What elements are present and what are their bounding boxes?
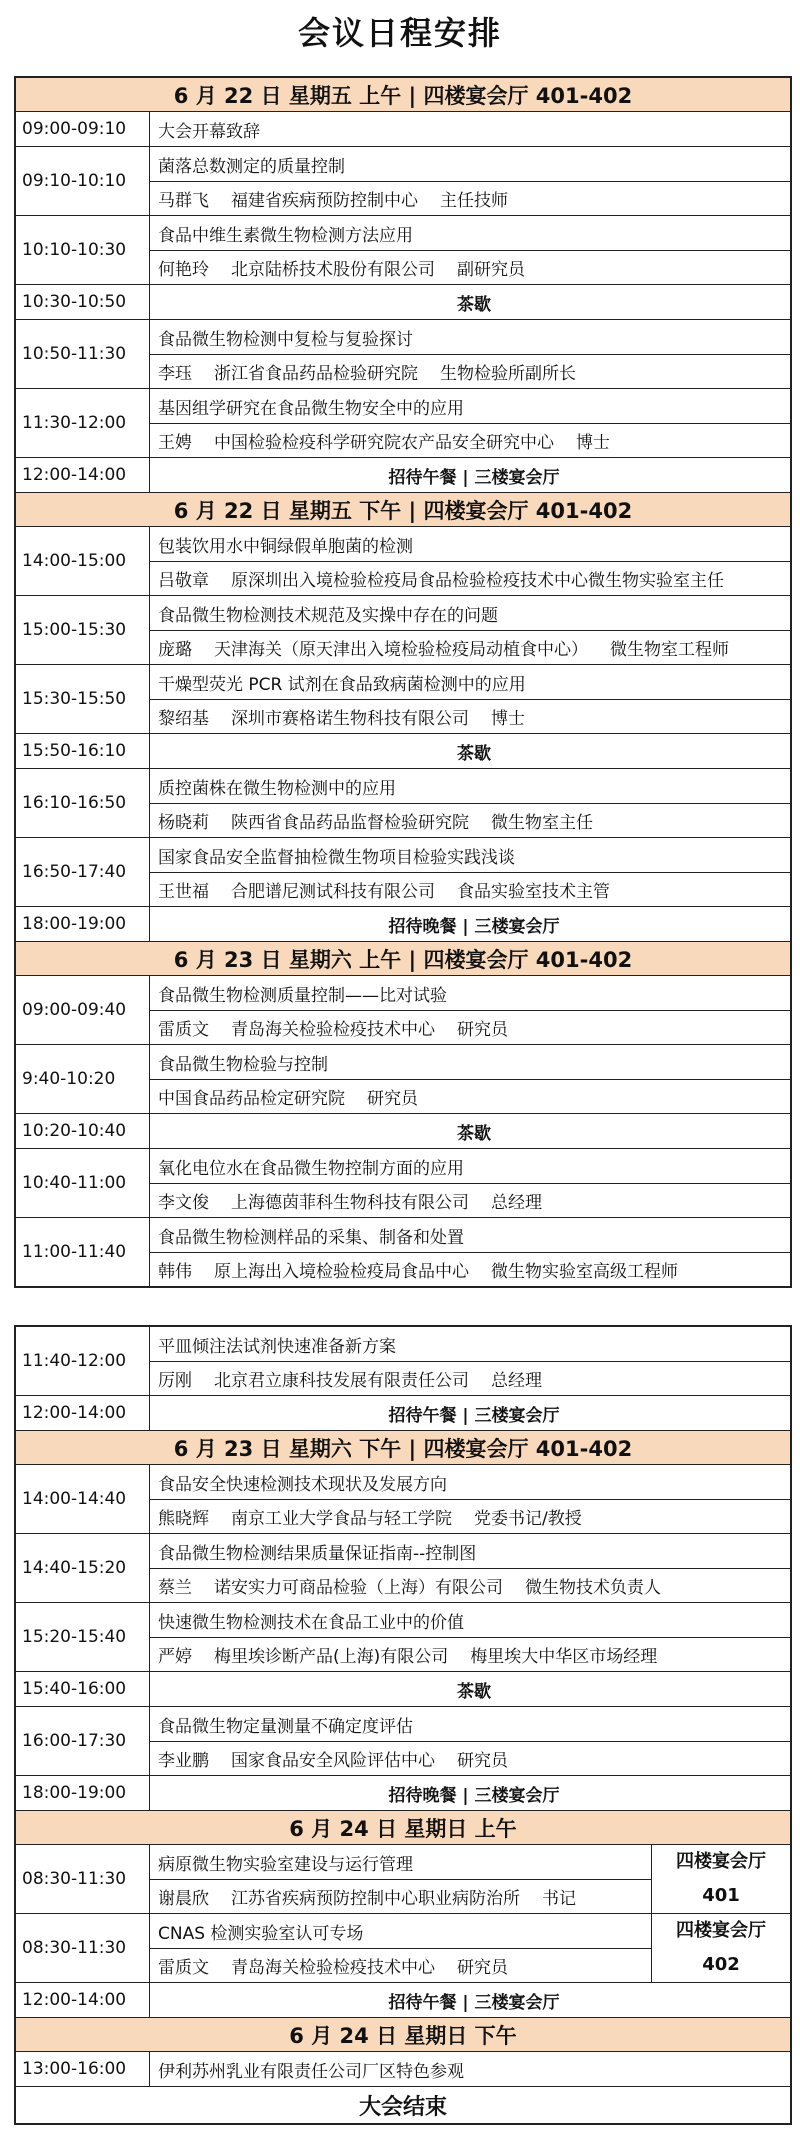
session-content — [150, 769, 790, 837]
speaker-name: 杨晓莉 — [158, 813, 209, 833]
text: 食品微生物定量测量不确定度评估 — [158, 1716, 413, 1737]
venue-line: 401 — [702, 1885, 740, 1906]
speaker-name: 严婷 — [158, 1647, 192, 1667]
session-content — [150, 734, 790, 768]
talk-title — [150, 112, 790, 146]
speaker-info — [150, 1010, 790, 1044]
schedule-row — [16, 665, 790, 734]
session-content — [150, 112, 790, 146]
speaker-name: 韩伟 — [158, 1262, 192, 1282]
talk-title — [150, 1149, 790, 1183]
session-header: 6 月 24 日 星期日 上午 — [16, 1811, 790, 1845]
session-content — [150, 320, 790, 388]
time-slot: 10:20-10:40 — [16, 1114, 150, 1148]
break-label: 招待晚餐 | 三楼宴会厅 — [388, 916, 560, 937]
talk-title — [150, 1218, 790, 1252]
schedule-row — [16, 320, 790, 389]
text: 氧化电位水在食品微生物控制方面的应用 — [158, 1158, 464, 1179]
time-slot: 16:50-17:40 — [16, 838, 150, 906]
break-label: 茶歇 — [457, 743, 491, 764]
talk-title — [150, 1707, 790, 1741]
time-slot: 14:00-15:00 — [16, 527, 150, 595]
session-content — [150, 1672, 790, 1706]
time-slot: 12:00-14:00 — [16, 1396, 150, 1430]
schedule-row — [16, 1672, 790, 1707]
session-content — [150, 389, 790, 457]
time-slot: 10:30-10:50 — [16, 285, 150, 319]
schedule-row — [16, 285, 790, 320]
schedule-row — [16, 838, 790, 907]
time-slot: 08:30-11:30 — [16, 1845, 150, 1913]
speaker-name: 厉刚 — [158, 1371, 192, 1391]
schedule-row — [16, 1534, 790, 1603]
text: 主任技师 — [440, 191, 508, 211]
time-slot: 10:40-11:00 — [16, 1149, 150, 1217]
time-slot: 10:50-11:30 — [16, 320, 150, 388]
talk-title — [150, 838, 790, 872]
speaker-info — [150, 1637, 790, 1671]
schedule-row — [16, 1396, 790, 1431]
time-slot: 09:10-10:10 — [16, 147, 150, 215]
text: 党委书记/教授 — [474, 1509, 582, 1529]
break-label: 茶歇 — [457, 1123, 491, 1144]
text: 国家食品安全风险评估中心 — [231, 1751, 435, 1771]
speaker-info — [150, 1079, 790, 1113]
speaker-name: 中国食品药品检定研究院 — [158, 1089, 345, 1109]
schedule-row — [16, 769, 790, 838]
text: 原深圳出入境检验检疫局食品检验检疫技术中心微生物实验室主任 — [231, 571, 724, 591]
text: 病原微生物实验室建设与运行管理 — [158, 1854, 413, 1875]
text: 食品中维生素微生物检测方法应用 — [158, 225, 413, 246]
schedule-row — [16, 1845, 790, 1914]
time-slot: 15:00-15:30 — [16, 596, 150, 664]
talk-title — [150, 1327, 790, 1361]
text: 天津海关（原天津出入境检验检疫局动植食中心） — [214, 640, 588, 660]
schedule-row — [16, 1114, 790, 1149]
schedule-row — [16, 112, 790, 147]
text: 食品微生物检测质量控制——比对试验 — [158, 985, 447, 1006]
session-header: 6 月 24 日 星期日 下午 — [16, 2018, 790, 2052]
text: 研究员 — [457, 1958, 508, 1978]
text: 研究员 — [367, 1089, 418, 1109]
text: 微生物室工程师 — [610, 640, 729, 660]
session-content — [150, 1845, 651, 1913]
time-slot: 08:30-11:30 — [16, 1914, 150, 1982]
talk-title — [150, 389, 790, 423]
text: 食品实验室技术主管 — [457, 882, 610, 902]
talk-title — [150, 769, 790, 803]
break-label: 招待午餐 | 三楼宴会厅 — [388, 467, 560, 488]
text: 诺安实力可商品检验（上海）有限公司 — [214, 1578, 503, 1598]
talk-title — [150, 2052, 790, 2086]
time-slot: 12:00-14:00 — [16, 458, 150, 492]
schedule-row — [16, 976, 790, 1045]
text: 北京君立康科技发展有限责任公司 — [214, 1371, 469, 1391]
talk-title — [150, 1845, 651, 1879]
text: 总经理 — [491, 1371, 542, 1391]
session-content — [150, 1707, 790, 1775]
session-content — [150, 596, 790, 664]
speaker-name: 吕敬章 — [158, 571, 209, 591]
text: 陕西省食品药品监督检验研究院 — [231, 813, 469, 833]
talk-title — [150, 1914, 651, 1948]
text: 国家食品安全监督抽检微生物项目检验实践浅谈 — [158, 847, 515, 868]
text: 中国检验检疫科学研究院农产品安全研究中心 — [214, 433, 554, 453]
text: 干燥型荧光 PCR 试剂在食品致病菌检测中的应用 — [158, 674, 526, 695]
time-slot: 11:40-12:00 — [16, 1327, 150, 1395]
talk-title — [150, 1045, 790, 1079]
text: 浙江省食品药品检验研究院 — [214, 364, 418, 384]
schedule-row — [16, 1218, 790, 1286]
schedule-row — [16, 1465, 790, 1534]
text: 食品安全快速检测技术现状及发展方向 — [158, 1474, 447, 1495]
schedule-row — [16, 1776, 790, 1811]
speaker-name: 王娉 — [158, 433, 192, 453]
session-header: 6 月 22 日 星期五 下午 | 四楼宴会厅 401-402 — [16, 493, 790, 527]
session-content — [150, 458, 790, 492]
session-content — [150, 1983, 790, 2017]
talk-title — [150, 596, 790, 630]
closing-label: 大会结束 — [358, 2094, 447, 2120]
schedule-row — [16, 907, 790, 942]
session-content — [150, 976, 790, 1044]
time-slot: 16:10-16:50 — [16, 769, 150, 837]
speaker-info — [150, 803, 790, 837]
text: 快速微生物检测技术在食品工业中的价值 — [158, 1612, 464, 1633]
speaker-name: 李文俊 — [158, 1193, 209, 1213]
schedule-row — [16, 1045, 790, 1114]
speaker-info — [150, 872, 790, 906]
speaker-name: 蔡兰 — [158, 1578, 192, 1598]
talk-title — [150, 216, 790, 250]
speaker-name: 黎绍基 — [158, 709, 209, 729]
schedule-row — [16, 1914, 790, 1983]
speaker-info — [150, 354, 790, 388]
session-content — [150, 1914, 651, 1982]
session-content — [150, 1045, 790, 1113]
time-slot: 09:00-09:10 — [16, 112, 150, 146]
text: 北京陆桥技术股份有限公司 — [231, 260, 435, 280]
text: 基因组学研究在食品微生物安全中的应用 — [158, 398, 464, 419]
time-slot: 14:40-15:20 — [16, 1534, 150, 1602]
speaker-info — [150, 1879, 651, 1913]
speaker-name: 李珏 — [158, 364, 192, 384]
speaker-info — [150, 250, 790, 284]
text: 菌落总数测定的质量控制 — [158, 156, 345, 177]
text: 梅里埃大中华区市场经理 — [470, 1647, 658, 1667]
speaker-info — [150, 699, 790, 733]
text: 大会开幕致辞 — [158, 121, 260, 142]
speaker-name: 雷质文 — [158, 1958, 209, 1978]
session-content — [150, 1327, 790, 1395]
schedule-row — [16, 734, 790, 769]
break-label: 招待晚餐 | 三楼宴会厅 — [388, 1785, 560, 1806]
text: 副研究员 — [457, 260, 525, 280]
time-slot: 10:10-10:30 — [16, 216, 150, 284]
text: 微生物室主任 — [491, 813, 593, 833]
text: 南京工业大学食品与轻工学院 — [231, 1509, 452, 1529]
text: 研究员 — [457, 1020, 508, 1040]
text: 青岛海关检验检疫技术中心 — [231, 1958, 435, 1978]
talk-title — [150, 527, 790, 561]
session-content — [150, 285, 790, 319]
session-content — [150, 665, 790, 733]
talk-title — [150, 1465, 790, 1499]
break-label: 茶歇 — [457, 294, 491, 315]
text: 合肥谱尼测试科技有限公司 — [231, 882, 435, 902]
time-slot: 18:00-19:00 — [16, 907, 150, 941]
time-slot: 9:40-10:20 — [16, 1045, 150, 1113]
session-content — [150, 2052, 790, 2086]
session-content — [150, 147, 790, 215]
schedule-row — [16, 1327, 790, 1396]
schedule-row — [16, 2052, 790, 2087]
session-content — [150, 1114, 790, 1148]
text: 书记 — [542, 1889, 576, 1909]
text: 研究员 — [457, 1751, 508, 1771]
schedule-block-part1 — [14, 76, 792, 1288]
speaker-info — [150, 1568, 790, 1602]
speaker-name: 王世福 — [158, 882, 209, 902]
schedule-row — [16, 1603, 790, 1672]
schedule-row — [16, 1707, 790, 1776]
time-slot: 12:00-14:00 — [16, 1983, 150, 2017]
schedule-row — [16, 1149, 790, 1218]
break-label: 招待午餐 | 三楼宴会厅 — [388, 1992, 560, 2013]
venue-line: 四楼宴会厅 — [676, 1851, 766, 1872]
talk-title — [150, 147, 790, 181]
speaker-name: 李业鹏 — [158, 1751, 209, 1771]
speaker-info — [150, 1361, 790, 1395]
session-header: 6 月 23 日 星期六 下午 | 四楼宴会厅 401-402 — [16, 1431, 790, 1465]
time-slot: 11:30-12:00 — [16, 389, 150, 457]
talk-title — [150, 976, 790, 1010]
session-content — [150, 1465, 790, 1533]
text: 食品微生物检验与控制 — [158, 1054, 328, 1075]
session-header: 6 月 23 日 星期六 上午 | 四楼宴会厅 401-402 — [16, 942, 790, 976]
session-content — [150, 1776, 790, 1810]
speaker-info — [150, 561, 790, 595]
speaker-name: 马群飞 — [158, 191, 209, 211]
text: 原上海出入境检验检疫局食品中心 — [214, 1262, 469, 1282]
venue-line: 四楼宴会厅 — [676, 1920, 766, 1941]
speaker-info — [150, 1741, 790, 1775]
text: 食品微生物检测中复检与复验探讨 — [158, 329, 413, 350]
session-content — [150, 1218, 790, 1286]
text: 伊利苏州乳业有限责任公司厂区特色参观 — [158, 2061, 464, 2082]
session-content — [150, 838, 790, 906]
text: 总经理 — [491, 1193, 542, 1213]
speaker-name: 谢晨欣 — [158, 1889, 209, 1909]
text: 食品微生物检测技术规范及实操中存在的问题 — [158, 605, 498, 626]
text: 微生物实验室高级工程师 — [491, 1262, 678, 1282]
break-label: 茶歇 — [457, 1681, 491, 1702]
text: 福建省疾病预防控制中心 — [231, 191, 418, 211]
session-content — [150, 527, 790, 595]
speaker-info — [150, 1252, 790, 1286]
speaker-info — [150, 181, 790, 215]
schedule-block-part2 — [14, 1325, 792, 2125]
schedule-row — [16, 216, 790, 285]
speaker-name: 熊晓辉 — [158, 1509, 209, 1529]
speaker-info — [150, 423, 790, 457]
time-slot: 15:30-15:50 — [16, 665, 150, 733]
talk-title — [150, 320, 790, 354]
time-slot: 14:00-14:40 — [16, 1465, 150, 1533]
time-slot: 09:00-09:40 — [16, 976, 150, 1044]
schedule-row — [16, 1983, 790, 2018]
schedule-row — [16, 147, 790, 216]
text: 江苏省疾病预防控制中心职业病防治所 — [231, 1889, 520, 1909]
speaker-info — [150, 1499, 790, 1533]
speaker-info — [150, 630, 790, 664]
session-content — [150, 1603, 790, 1671]
session-content — [150, 1149, 790, 1217]
speaker-name: 庞璐 — [158, 640, 192, 660]
talk-title — [150, 1603, 790, 1637]
schedule-row — [16, 389, 790, 458]
text: 微生物技术负责人 — [525, 1578, 661, 1598]
text: 食品微生物检测结果质量保证指南--控制图 — [158, 1543, 477, 1564]
speaker-name: 雷质文 — [158, 1020, 209, 1040]
time-slot: 11:00-11:40 — [16, 1218, 150, 1286]
session-content — [150, 1534, 790, 1602]
break-label: 招待午餐 | 三楼宴会厅 — [388, 1405, 560, 1426]
session-header: 6 月 22 日 星期五 上午 | 四楼宴会厅 401-402 — [16, 78, 790, 112]
text: 博士 — [576, 433, 610, 453]
venue-label — [651, 1845, 790, 1913]
speaker-info — [150, 1183, 790, 1217]
talk-title — [150, 665, 790, 699]
schedule-row — [16, 596, 790, 665]
text: 质控菌株在微生物检测中的应用 — [158, 778, 396, 799]
venue-label — [651, 1914, 790, 1982]
text: 食品微生物检测样品的采集、制备和处置 — [158, 1227, 464, 1248]
time-slot: 15:50-16:10 — [16, 734, 150, 768]
time-slot: 13:00-16:00 — [16, 2052, 150, 2086]
text: 青岛海关检验检疫技术中心 — [231, 1020, 435, 1040]
text: 平皿倾注法试剂快速准备新方案 — [158, 1336, 396, 1357]
text: 梅里埃诊断产品(上海)有限公司 — [214, 1647, 449, 1667]
text: 深圳市赛格诺生物科技有限公司 — [231, 709, 469, 729]
venue-line: 402 — [702, 1954, 740, 1975]
time-slot: 15:40-16:00 — [16, 1672, 150, 1706]
text: 博士 — [491, 709, 525, 729]
text: 包装饮用水中铜绿假单胞菌的检测 — [158, 536, 413, 557]
session-content — [150, 907, 790, 941]
text: 上海德茵菲科生物科技有限公司 — [231, 1193, 469, 1213]
speaker-name: 何艳玲 — [158, 260, 209, 280]
schedule-row — [16, 458, 790, 493]
talk-title — [150, 1534, 790, 1568]
session-content — [150, 216, 790, 284]
page-title: 会议日程安排 — [297, 14, 502, 52]
text: 生物检验所副所长 — [440, 364, 576, 384]
text: CNAS 检测实验室认可专场 — [158, 1923, 364, 1944]
time-slot: 16:00-17:30 — [16, 1707, 150, 1775]
speaker-info — [150, 1948, 651, 1982]
time-slot: 18:00-19:00 — [16, 1776, 150, 1810]
time-slot: 15:20-15:40 — [16, 1603, 150, 1671]
schedule-row — [16, 527, 790, 596]
session-content — [150, 1396, 790, 1430]
